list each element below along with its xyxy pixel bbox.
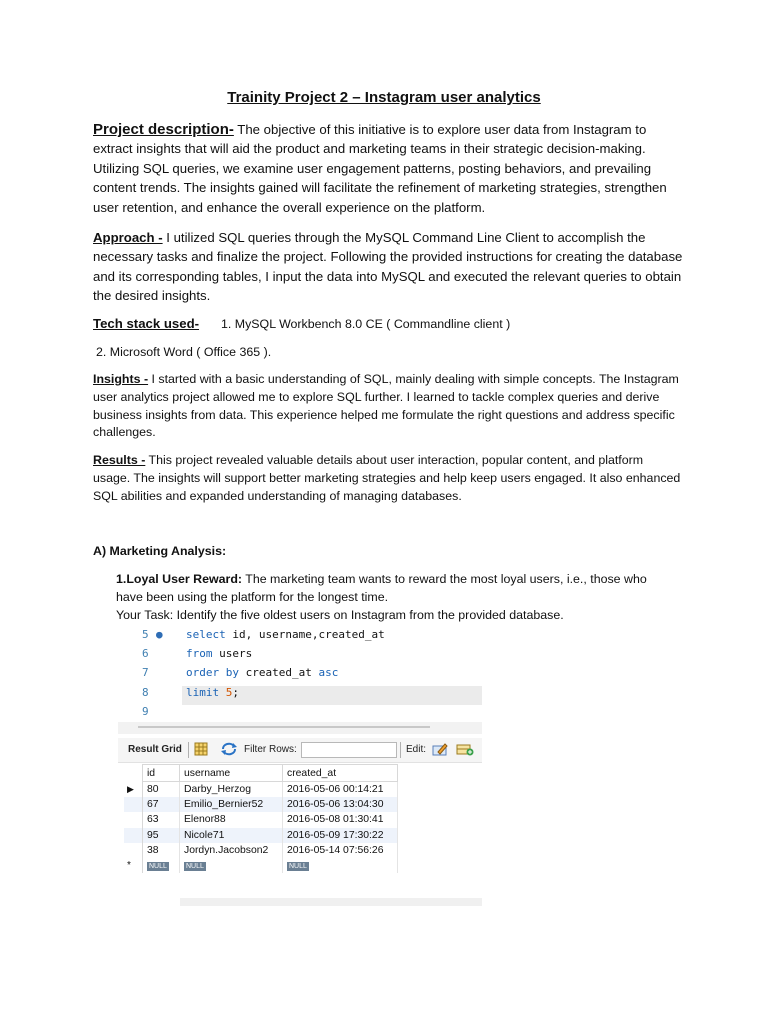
table-cell[interactable]: 38 bbox=[143, 843, 180, 858]
tech-stack-heading: Tech stack used- bbox=[93, 316, 200, 331]
column-header-username[interactable]: username bbox=[180, 765, 283, 782]
approach-paragraph bbox=[93, 228, 683, 306]
null-cell[interactable] bbox=[283, 858, 398, 873]
result-table bbox=[124, 764, 398, 873]
project-description-text: The objective of this initiative is to explore user data from Instagram to extract insights that will aid the product and marketing teams in their strategic decision-making. Utilizing SQL queries, we examine user engagement patterns, posting behaviors, and prevailing content trends. The insights gained will facilitate the refinement of marketing strategies, strengthen user retention, and enhance the overall experience on the platform. bbox=[93, 122, 667, 215]
insights-paragraph bbox=[93, 371, 683, 442]
line-number: 5 bbox=[142, 628, 149, 641]
breakpoint-dot-icon: ● bbox=[156, 628, 163, 641]
code-token: order by bbox=[186, 666, 239, 680]
page-title: Trainity Project 2 – Instagram user analytics bbox=[227, 89, 541, 106]
table-cell[interactable]: Elenor88 bbox=[180, 812, 283, 827]
table-cell[interactable]: 67 bbox=[143, 797, 180, 812]
approach-text: I utilized SQL queries through the MySQL Command Line Client to accomplish the necessary tasks and finalize the project. Following the provided instructions for creating the database and its corresponding tables, I input the data into MySQL and executed the relevant queries to obtain the desired insights. bbox=[93, 230, 683, 304]
table-cell[interactable]: 63 bbox=[143, 812, 180, 827]
code-token: from bbox=[186, 647, 213, 661]
sql-editor bbox=[118, 628, 482, 724]
null-cell[interactable] bbox=[180, 858, 283, 873]
code-line[interactable] bbox=[118, 647, 482, 666]
table-row[interactable] bbox=[124, 828, 398, 843]
result-grid bbox=[118, 738, 482, 908]
insights-text: I started with a basic understanding of SQL, mainly dealing with simple concepts. The Instagram user analytics project allowed me to explore SQL further. I learned to tackle complex queries and derive business insights from data. This experience helped me formulate the right questions and address specific challenges. bbox=[93, 372, 679, 440]
code-text bbox=[186, 666, 338, 679]
table-row[interactable] bbox=[124, 812, 398, 827]
results-text: This project revealed valuable details about user interaction, popular content, and platform usage. The insights will support better marketing strategies and help keep users engaged. It also enhanced SQL abilities and expanded understanding of managing databases. bbox=[93, 453, 681, 503]
line-number: 9 bbox=[142, 704, 149, 718]
filter-rows-label: Filter Rows: bbox=[244, 744, 297, 755]
null-badge: NULL bbox=[186, 863, 204, 871]
project-description-heading: Project description- bbox=[93, 121, 234, 138]
null-badge: NULL bbox=[149, 863, 167, 871]
line-number: 7 bbox=[142, 666, 149, 680]
code-line[interactable] bbox=[118, 628, 482, 647]
code-token: id, username,created_at bbox=[225, 628, 385, 641]
editor-bottom-bar bbox=[118, 722, 482, 734]
table-cell[interactable]: 2016-05-06 00:14:21 bbox=[283, 782, 398, 798]
table-cell[interactable]: Emilio_Bernier52 bbox=[180, 797, 283, 812]
results-heading: Results - bbox=[93, 453, 146, 467]
code-line[interactable] bbox=[118, 666, 482, 685]
code-text bbox=[186, 686, 239, 699]
table-cell[interactable]: 95 bbox=[143, 828, 180, 843]
table-cell[interactable]: 2016-05-06 13:04:30 bbox=[283, 797, 398, 812]
tech-stack-item-2: 2. Microsoft Word ( Office 365 ). bbox=[96, 345, 272, 359]
result-grid-scrollbar[interactable] bbox=[180, 898, 482, 906]
code-token bbox=[219, 686, 226, 699]
table-cell[interactable]: 2016-05-09 17:30:22 bbox=[283, 828, 398, 843]
table-row[interactable] bbox=[124, 843, 398, 858]
edit-label: Edit: bbox=[406, 744, 427, 755]
code-token: asc bbox=[318, 666, 339, 680]
code-token: ; bbox=[232, 685, 239, 699]
code-text bbox=[186, 647, 252, 660]
code-text bbox=[186, 628, 385, 641]
result-table-header bbox=[124, 765, 398, 782]
insert-row-icon[interactable] bbox=[456, 742, 474, 759]
current-row-arrow-icon: ▶ bbox=[127, 783, 134, 794]
code-line[interactable] bbox=[142, 685, 482, 705]
new-row-asterisk-icon: * bbox=[127, 860, 131, 872]
grid-view-icon[interactable] bbox=[194, 742, 208, 759]
table-cell[interactable]: 2016-05-14 07:56:26 bbox=[283, 843, 398, 858]
refresh-icon[interactable] bbox=[220, 742, 238, 759]
new-row[interactable] bbox=[124, 858, 398, 873]
task1-text: The marketing team wants to reward the most loyal users, i.e., those who have been using the platform for the longest time. bbox=[116, 572, 647, 604]
null-badge: NULL bbox=[289, 863, 307, 871]
task1-heading: 1.Loyal User Reward: bbox=[116, 572, 243, 586]
table-cell[interactable]: 2016-05-08 01:30:41 bbox=[283, 812, 398, 827]
tech-stack-item-1: 1. MySQL Workbench 8.0 CE ( Commandline client ) bbox=[221, 317, 511, 331]
editor-scrollbar[interactable] bbox=[138, 726, 430, 728]
edit-cell-icon[interactable] bbox=[432, 742, 448, 759]
task1-task: Your Task: Identify the five oldest users on Instagram from the provided database. bbox=[116, 607, 564, 622]
code-token: created_at bbox=[238, 666, 319, 680]
column-header-id[interactable]: id bbox=[143, 765, 180, 782]
result-grid-toolbar bbox=[118, 738, 482, 763]
results-paragraph bbox=[93, 452, 683, 505]
code-token: 5 bbox=[225, 685, 233, 699]
project-description bbox=[93, 120, 683, 217]
line-number: 6 bbox=[142, 647, 149, 661]
table-cell[interactable]: 80 bbox=[143, 782, 180, 798]
table-row[interactable] bbox=[124, 782, 398, 798]
table-cell[interactable]: Darby_Herzog bbox=[180, 782, 283, 798]
column-header-created-at[interactable]: created_at bbox=[283, 765, 398, 782]
table-row[interactable] bbox=[124, 797, 398, 812]
line-number: 8 bbox=[142, 685, 149, 699]
null-cell[interactable] bbox=[143, 858, 180, 873]
result-grid-tab[interactable]: Result Grid bbox=[128, 744, 182, 755]
code-token: select bbox=[186, 628, 226, 641]
filter-rows-input[interactable] bbox=[301, 742, 397, 758]
code-line[interactable] bbox=[118, 705, 482, 724]
code-token: users bbox=[212, 647, 253, 661]
approach-heading: Approach - bbox=[93, 230, 163, 245]
code-token: limit bbox=[186, 685, 220, 699]
task1-paragraph bbox=[116, 571, 676, 624]
table-cell[interactable]: Jordyn.Jacobson2 bbox=[180, 843, 283, 858]
section-a-heading: A) Marketing Analysis: bbox=[93, 544, 227, 558]
insights-heading: Insights - bbox=[93, 372, 149, 386]
table-cell[interactable]: Nicole71 bbox=[180, 828, 283, 843]
